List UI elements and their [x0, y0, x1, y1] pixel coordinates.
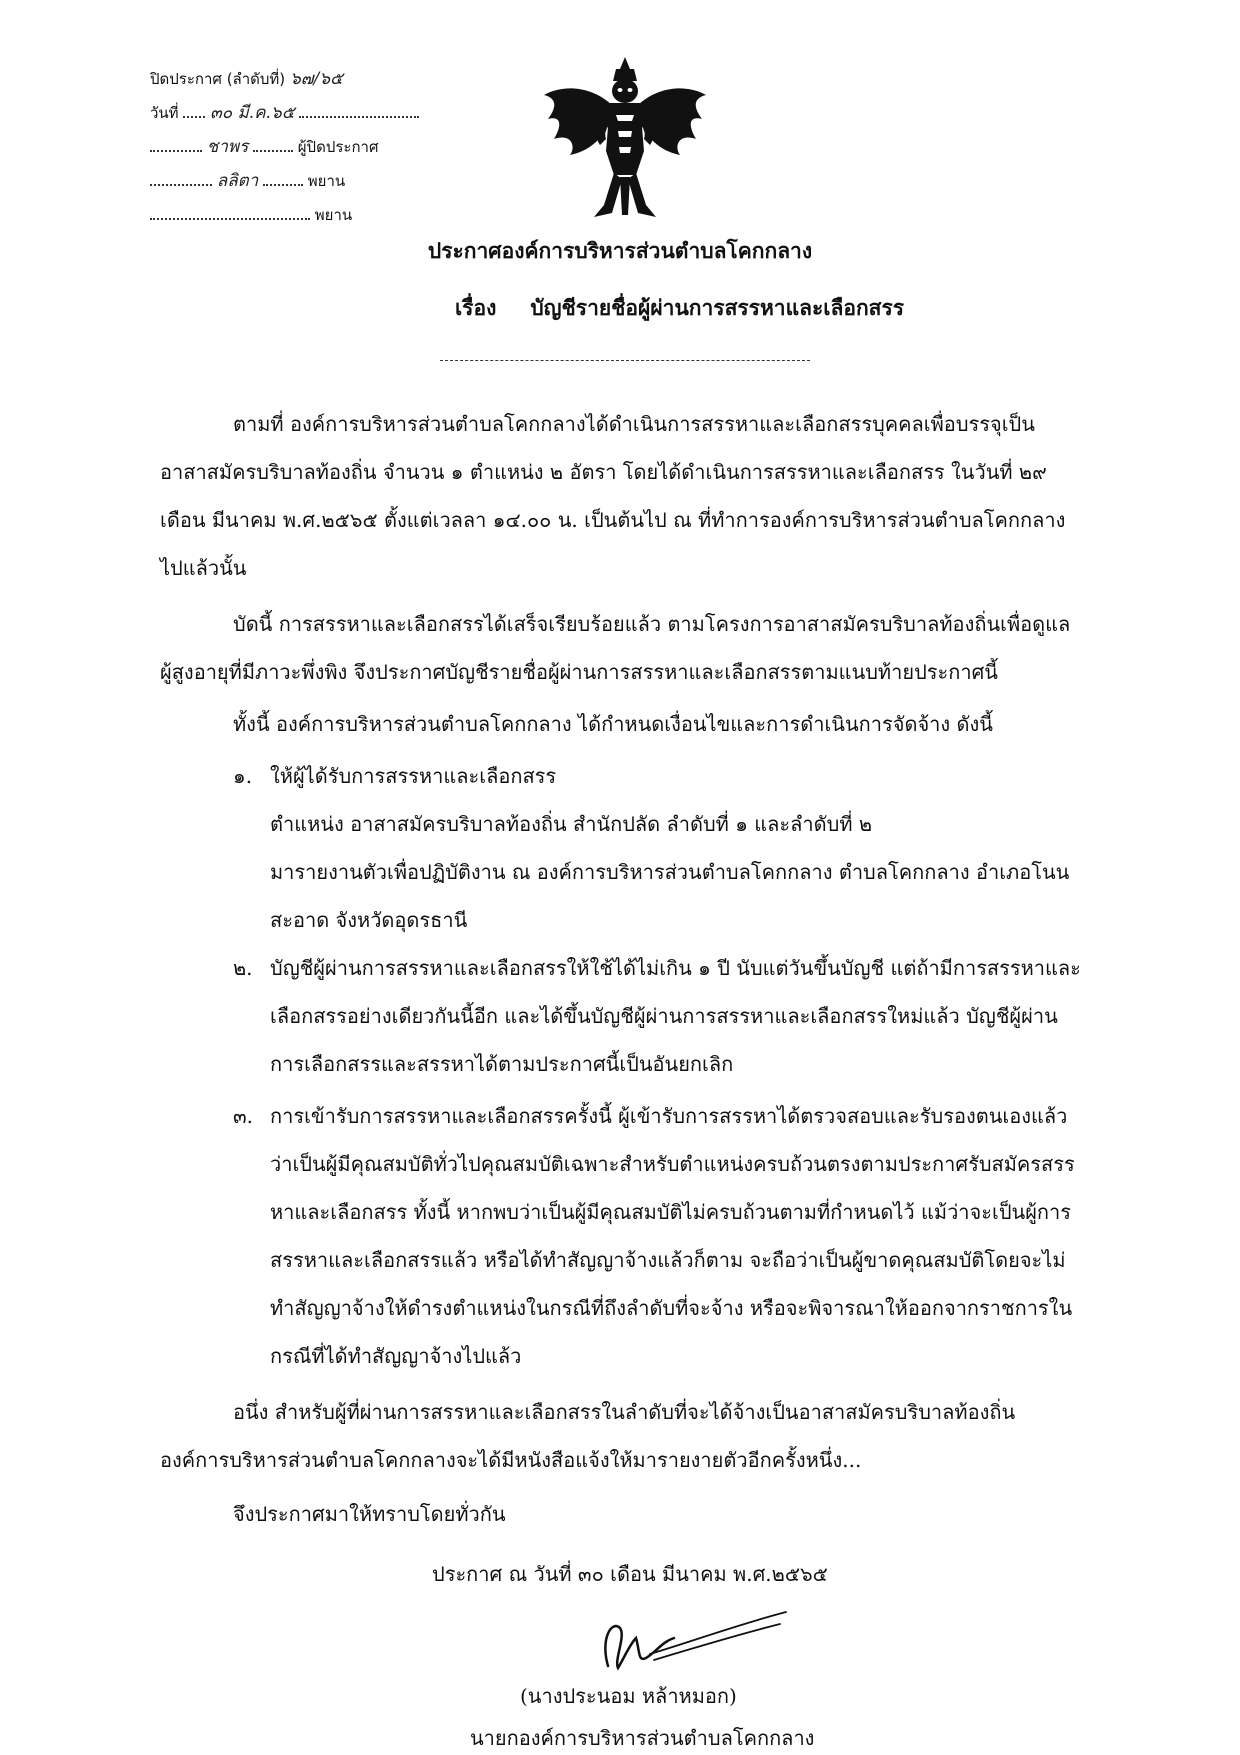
paragraph-line: อนึ่ง สำหรับผู้ที่ผ่านการสรรหาและเลือกสรรในลำดับที่จะได้จ้างเป็นอาสาสมัครบริบาลท้องถิ่น: [233, 1400, 1016, 1424]
stamp-row-poster: [150, 130, 450, 164]
list-item-line: มารายงานตัวเพื่อปฏิบัติงาน ณ องค์การบริหารส่วนตำบลโคกกลาง ตำบลโคกกลาง อำเภอโนน: [270, 860, 1070, 884]
list-item-line: กรณีที่ได้ทำสัญญาจ้างไปแล้ว: [270, 1344, 522, 1368]
stamp-row-witness-2: [150, 198, 450, 232]
stamp-date-value: ๓๐ มี.ค.๖๕: [210, 103, 295, 123]
announcement-date: ประกาศ ณ วันที่ ๓๐ เดือน มีนาคม พ.ศ.๒๕๖๕: [432, 1562, 828, 1586]
dotted-line: [183, 102, 205, 118]
subject-label: เรื่อง: [455, 295, 497, 320]
dotted-line: [150, 136, 202, 152]
list-item-line: สะอาด จังหวัดอุดรธานี: [270, 908, 468, 932]
list-item-number: ๑.: [233, 764, 253, 788]
posting-stamp: [150, 62, 450, 232]
paragraph-line: อาสาสมัครบริบาลท้องถิ่น จำนวน ๑ ตำแหน่ง ๒ อัตรา โดยได้ดำเนินการสรรหาและเลือกสรร ในวันที่ ๒๙: [160, 460, 1047, 484]
stamp-witness-signature: ลลิตา: [216, 171, 259, 191]
paragraph-line: ผู้สูงอายุที่มีภาวะพึ่งพิง จึงประกาศบัญชีรายชื่อผู้ผ่านการสรรหาและเลือกสรรตามแนบท้ายประกาศนี้: [160, 660, 998, 684]
signer-name: (นางประนอม หล้าหมอก): [520, 1684, 737, 1708]
paragraph-line: องค์การบริหารส่วนตำบลโคกกลางจะได้มีหนังสือแจ้งให้มารายงายตัวอีกครั้งหนึ่ง...: [160, 1448, 862, 1472]
stamp-date-label: วันที่: [150, 104, 179, 122]
divider: [440, 360, 810, 361]
subject-line: [455, 292, 904, 325]
paragraph-line: เดือน มีนาคม พ.ศ.๒๕๖๕ ตั้งแต่เวลลา ๑๔.๐๐ น. เป็นต้นไป ณ ที่ทำการองค์การบริหารส่วนตำบลโคกกลาง: [160, 508, 1066, 532]
dotted-line: [150, 204, 310, 220]
list-item-line: ทำสัญญาจ้างให้ดำรงตำแหน่งในกรณีที่ถึงลำดับที่จะจ้าง หรือจะพิจารณาให้ออกจากราชการใน: [270, 1296, 1073, 1320]
stamp-row-witness-1: [150, 164, 450, 198]
stamp-row-date: [150, 96, 450, 130]
paragraph-line: ไปแล้วนั้น: [160, 556, 247, 580]
list-item-line: การเลือกสรรและสรรหาได้ตามประกาศนี้เป็นอันยกเลิก: [270, 1052, 734, 1076]
list-item-line: ตำแหน่ง อาสาสมัครบริบาลท้องถิ่น สำนักปลัด ลำดับที่ ๑ และลำดับที่ ๒: [270, 812, 873, 836]
paragraph-line: ทั้งนี้ องค์การบริหารส่วนตำบลโคกกลาง ได้กำหนดเงื่อนไขและการดำเนินการจัดจ้าง ดังนี้: [233, 712, 993, 736]
dotted-line: [263, 170, 303, 186]
page-title: ประกาศองค์การบริหารส่วนตำบลโคกกลาง: [427, 238, 813, 263]
list-item-line: สรรหาและเลือกสรรแล้ว หรือได้ทำสัญญาจ้างแล้วก็ตาม จะถือว่าเป็นผู้ขาดคุณสมบัติโดยจะไม่: [270, 1248, 1066, 1272]
garuda-emblem-icon: [540, 55, 710, 223]
list-item-line: หาและเลือกสรร ทั้งนี้ หากพบว่าเป็นผู้มีคุณสมบัติไม่ครบถ้วนตามที่กำหนดไว้ แม้ว่าจะเป็นผู้การ: [270, 1200, 1072, 1224]
list-item-number: ๒.: [233, 956, 253, 980]
signer-position: นายกองค์การบริหารส่วนตำบลโคกกลาง: [470, 1726, 815, 1750]
paragraph-line: บัดนี้ การสรรหาและเลือกสรรได้เสร็จเรียบร้อยแล้ว ตามโครงการอาสาสมัครบริบาลท้องถิ่นเพื่อดูแล: [233, 612, 1071, 636]
signature-icon: [590, 1598, 790, 1678]
stamp-witness-label: พยาน: [314, 206, 353, 224]
stamp-poster-label: ผู้ปิดประกาศ: [297, 138, 379, 156]
stamp-poster-signature: ชาพร: [206, 137, 249, 157]
list-item-line: เลือกสรรอย่างเดียวกันนี้อีก และได้ขึ้นบัญชีผู้ผ่านการสรรหาและเลือกสรรใหม่แล้ว บัญชีผู้ผ่าน: [270, 1004, 1058, 1028]
stamp-order-label: ปิดประกาศ (ลำดับที่): [150, 70, 286, 88]
stamp-witness-label: พยาน: [307, 172, 346, 190]
dotted-line: [150, 170, 212, 186]
closing-line: จึงประกาศมาให้ทราบโดยทั่วกัน: [233, 1502, 506, 1526]
list-item-line: ให้ผู้ได้รับการสรรหาและเลือกสรร: [270, 764, 557, 788]
stamp-order-value: ๖๗/๖๕: [289, 69, 343, 89]
subject-text: บัญชีรายชื่อผู้ผ่านการสรรหาและเลือกสรร: [530, 295, 905, 320]
list-item-line: การเข้ารับการสรรหาและเลือกสรรครั้งนี้ ผู้เข้ารับการสรรหาได้ตรวจสอบและรับรองตนเองแล้ว: [270, 1104, 1068, 1128]
dotted-line: [299, 102, 419, 118]
dotted-line: [253, 136, 293, 152]
paragraph-line: ตามที่ องค์การบริหารส่วนตำบลโคกกลางได้ดำเนินการสรรหาและเลือกสรรบุคคลเพื่อบรรจุเป็น: [233, 412, 1035, 436]
stamp-row-order: [150, 62, 450, 96]
list-item-number: ๓.: [233, 1104, 254, 1128]
list-item-line: บัญชีผู้ผ่านการสรรหาและเลือกสรรให้ใช้ได้ไม่เกิน ๑ ปี นับแต่วันขึ้นบัญชี แต่ถ้ามีการสรรหาและ: [270, 956, 1081, 980]
list-item-line: ว่าเป็นผู้มีคุณสมบัติทั่วไปคุณสมบัติเฉพาะสำหรับตำแหน่งครบถ้วนตรงตามประกาศรับสมัครสรร: [270, 1152, 1075, 1176]
